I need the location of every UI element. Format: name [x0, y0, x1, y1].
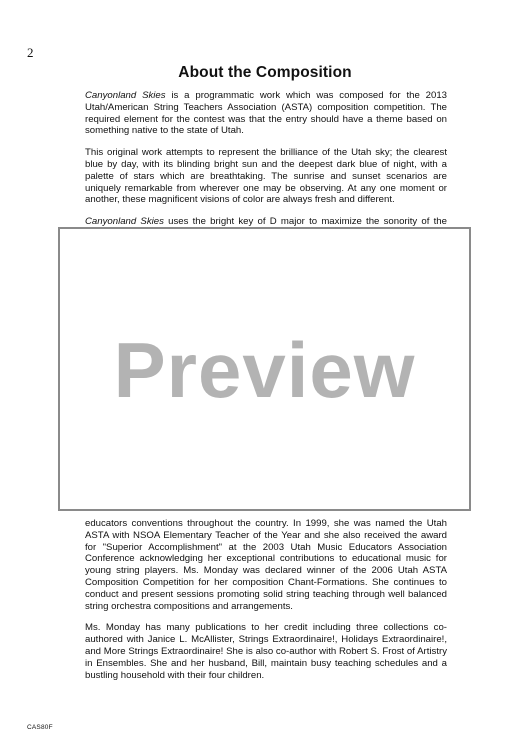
paragraph-bio: educators conventions throughout the country. In 1999, she was named the Utah ASTA with NSOA Elementary Teacher of the Year and she also received the award for "Superior Accomplishment" at the 2003 Utah Music Educators Association Conference acknowledging her exceptional contributions to educational music for young string players. Ms. Monday was declared winner of the 2006 Utah ASTA Composition Competition for her composition Chant-Formations. She continues to conduct and present sessions promoting solid string teaching through well balanced string orchestra compositions and arrangements.	[85, 518, 447, 612]
catalog-code: CAS80F	[27, 724, 53, 731]
paragraph-publications: Ms. Monday has many publications to her credit including three collections co-authored with Janice L. McAllister, Strings Extraordinaire!, Holidays Extraordinaire!, and More Strings Extraordinaire! She is also co-author with Robert S. Frost of Artistry in Ensembles. She and her husband, Bill, maintain busy teaching schedules and a bustling household with their four children.	[85, 622, 447, 681]
page-number: 2	[27, 45, 34, 60]
body-text-top	[85, 90, 447, 245]
paragraph-1-text: is a programmatic work which was composed for the 2013 Utah/American String Teachers Association (ASTA) composition competition. The required element for the contest was that the entry should have a theme based on something native to the state of Utah.	[85, 90, 447, 137]
paragraph-2	[85, 147, 447, 206]
body-text-bottom	[85, 518, 447, 691]
preview-watermark-box	[58, 227, 471, 511]
page-title: About the Composition	[178, 64, 352, 81]
work-title-italic: Canyonland Skies	[85, 216, 164, 228]
work-title-italic: Canyonland Skies	[85, 90, 166, 101]
paragraph-2-text: This original work attempts to represent the brilliance of the Utah sky; the clearest blue by day, with its blinding bright sun and the deepest dark blue of night, with a palette of stars which are breathtaking. The sunrise and sunset scenarios are uniquely remarkable from wherever one may be observing. At any one moment or another, these magnificent visions of color are always fresh and different.	[85, 147, 447, 206]
preview-watermark-text: Preview	[113, 326, 416, 414]
paragraph-3-text: uses the bright key of D major to maximize the sonority of the	[168, 216, 447, 228]
paragraph-1	[85, 90, 447, 137]
